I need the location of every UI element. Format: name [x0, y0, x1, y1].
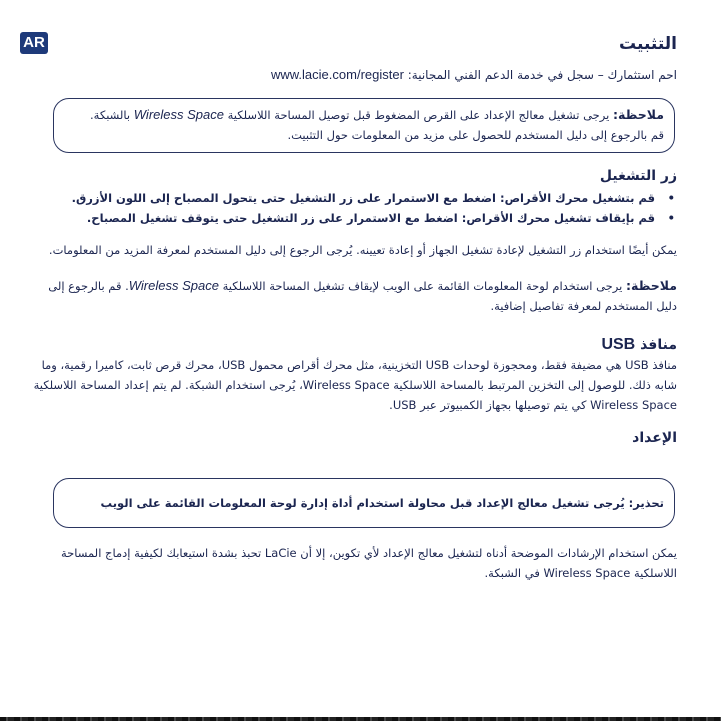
usb-ports-heading — [601, 336, 677, 354]
setup-heading: الإعداد — [632, 430, 677, 446]
usb-paragraph: منافذ USB هي مضيفة فقط، ومحجوزة لوحدات USB التخزينية، مثل محرك أقراص محمول USB، محرك قرص ثابت، كاميرا رقمية، وما شابه ذلك. للوصول إلى التخزين المرتبط بالمساحة اللاسلكية Wireless Space، يُرجى استخدام الشبكة. لم يتم إعداد المساحة اللاسلكية Wireless Space كي يتم توصيلها بجهاز الكمبيوتر عبر USB. — [33, 358, 677, 412]
note-text-b: بالشبكة. قم بالرجوع إلى دليل المستخدم للحصول على مزيد من المعلومات حول التثبيت. — [90, 108, 664, 142]
bullet-text: قم بتشغيل محرك الأقراص: اضغط مع الاستمرار على زر التشغيل حتى يتحول المصباح إلى اللون الأزرق. — [71, 191, 655, 205]
warning-text: تحذير: يُرجى تشغيل معالج الإعداد قبل محاولة استخدام أداة إدارة لوحة المعلومات القائمة على الويب — [100, 496, 664, 510]
install-note-box — [53, 98, 675, 153]
bullet-item — [37, 188, 677, 208]
product-name: Wireless Space — [128, 278, 219, 293]
page-bottom-edge — [0, 717, 721, 721]
shutdown-note — [27, 276, 677, 316]
page-title: التثبيت — [619, 34, 677, 54]
register-link[interactable]: www.lacie.com/register — [270, 67, 404, 82]
usb-heading-latin: USB — [601, 336, 636, 353]
note-text-b: . قم بالرجوع إلى دليل المستخدم لمعرفة تفاصيل إضافية. — [48, 279, 677, 313]
bullet-text: قم بإيقاف تشغيل محرك الأقراص: اضغط مع الاستمرار على زر التشغيل حتى يتوقف تشغيل المصباح. — [86, 211, 655, 225]
bullet-icon: • — [667, 211, 675, 225]
note-label: ملاحظة: — [613, 107, 664, 122]
note-text-a: يرجى استخدام لوحة المعلومات القائمة على الويب لإيقاف تشغيل المساحة اللاسلكية — [218, 279, 626, 293]
register-line — [37, 67, 677, 82]
note-text-a: يرجى تشغيل معالج الإعداد على القرص المضغوط قبل توصيل المساحة اللاسلكية — [223, 108, 613, 122]
usb-heading-prefix: منافذ — [635, 337, 677, 353]
register-text: احم استثمارك – سجل في خدمة الدعم الفني المجانية: — [403, 68, 677, 82]
language-badge: AR — [20, 32, 48, 54]
bullet-item — [37, 208, 677, 228]
power-bullets — [37, 188, 677, 228]
reset-paragraph: يمكن أيضًا استخدام زر التشغيل لإعادة تشغيل الجهاز أو إعادة تعيينه. يُرجى الرجوع إلى دليل المستخدم لمعرفة المزيد من المعلومات. — [48, 243, 677, 257]
bullet-icon: • — [667, 191, 675, 205]
power-button-heading: زر التشغيل — [599, 168, 677, 184]
install-note-text — [84, 105, 664, 145]
note-label: ملاحظة: — [626, 278, 677, 293]
warning-box — [53, 478, 675, 528]
product-name: Wireless Space — [133, 107, 224, 122]
setup-paragraph: يمكن استخدام الإرشادات الموضحة أدناه لتشغيل معالج الإعداد لأي تكوين، إلا أن LaCie تحبذ بشدة استيعابك لكيفية إدماج المساحة اللاسلكية Wireless Space في الشبكة. — [61, 546, 677, 580]
